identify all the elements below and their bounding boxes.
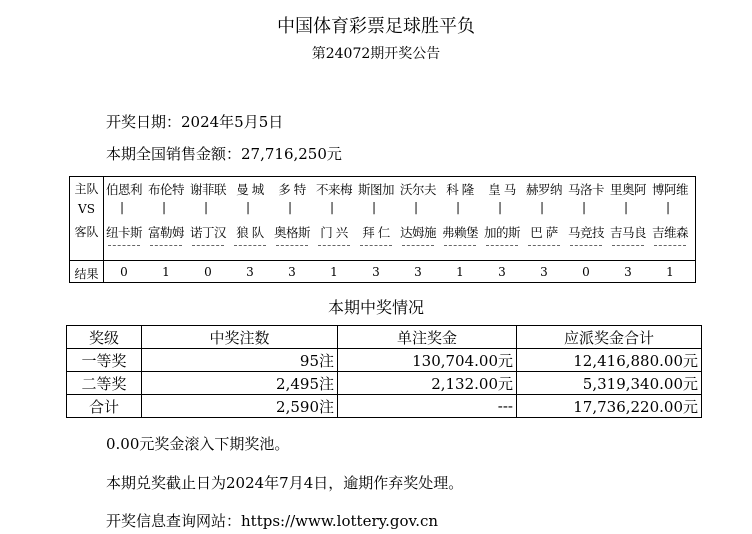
prize-level: 合计	[67, 395, 142, 418]
vs-separator: |	[414, 200, 419, 214]
total-prize: 5,319,340.00元	[517, 372, 702, 395]
home-team: 曼 城	[236, 182, 264, 197]
header-unit-prize: 单注奖金	[338, 326, 517, 349]
home-team: 沃尔夫	[399, 182, 436, 197]
table-row	[67, 395, 702, 418]
match-result: 1	[162, 265, 170, 279]
home-team: 谢菲联	[189, 182, 226, 197]
total-prize: 17,736,220.00元	[517, 395, 702, 418]
vs-separator: |	[456, 200, 461, 214]
dash-rule	[150, 245, 182, 246]
prize-section-title: 本期中奖情况	[327, 298, 424, 317]
home-team: 多 特	[278, 182, 306, 197]
match-column	[271, 177, 313, 282]
match-column	[313, 177, 355, 282]
table-row	[67, 349, 702, 372]
vs-separator: |	[120, 200, 125, 214]
vs-separator: |	[330, 200, 335, 214]
header-level: 奖级	[67, 326, 142, 349]
match-column	[355, 177, 397, 282]
match-result: 3	[540, 265, 548, 279]
winner-count: 95注	[142, 349, 338, 372]
away-team: 吉马良	[609, 225, 646, 240]
home-team: 里奥阿	[609, 182, 646, 197]
dash-rule	[276, 245, 308, 246]
match-result: 0	[582, 265, 590, 279]
matches-table	[69, 176, 696, 283]
draw-date: 开奖日期：2024年5月5日	[106, 113, 284, 131]
table-row	[67, 372, 702, 395]
rollover-note: 0.00元奖金滚入下期奖池。	[106, 435, 290, 453]
vs-separator: |	[246, 200, 251, 214]
prize-table	[66, 325, 702, 418]
vs-separator: |	[204, 200, 209, 214]
vs-separator: |	[582, 200, 587, 214]
match-column	[523, 177, 565, 282]
match-result: 3	[372, 265, 380, 279]
away-team: 巴 萨	[530, 225, 558, 240]
prize-level: 一等奖	[67, 349, 142, 372]
match-result: 1	[666, 265, 674, 279]
vs-separator: |	[666, 200, 671, 214]
dash-rule	[528, 245, 560, 246]
match-column	[229, 177, 271, 282]
match-column	[481, 177, 523, 282]
match-result: 3	[498, 265, 506, 279]
home-team: 斯图加	[357, 182, 394, 197]
match-column	[649, 177, 691, 282]
vs-separator: |	[162, 200, 167, 214]
home-team: 不来梅	[315, 182, 352, 197]
page-title: 中国体育彩票足球胜平负	[277, 16, 475, 37]
home-team: 马洛卡	[567, 182, 604, 197]
match-column	[145, 177, 187, 282]
vs-row-label: VS	[78, 202, 95, 216]
winner-count: 2,495注	[142, 372, 338, 395]
header-total-prize: 应派奖金合计	[517, 326, 702, 349]
away-team: 纽卡斯	[105, 225, 142, 240]
total-prize: 12,416,880.00元	[517, 349, 702, 372]
match-result: 1	[330, 265, 338, 279]
dash-rule	[486, 245, 518, 246]
unit-prize: 130,704.00元	[338, 349, 517, 372]
dash-rule	[234, 245, 266, 246]
home-team: 布伦特	[147, 182, 184, 197]
match-column	[565, 177, 607, 282]
away-row-label: 客队	[74, 225, 99, 239]
match-column	[607, 177, 649, 282]
winner-count: 2,590注	[142, 395, 338, 418]
match-result: 1	[456, 265, 464, 279]
dash-rule	[612, 245, 644, 246]
header-winners: 中奖注数	[142, 326, 338, 349]
away-team: 弗赖堡	[441, 225, 478, 240]
away-team: 门 兴	[320, 225, 348, 240]
match-column	[187, 177, 229, 282]
home-team: 皇 马	[488, 182, 516, 197]
sales-amount: 本期全国销售金额：27,716,250元	[106, 145, 342, 163]
match-column	[439, 177, 481, 282]
dash-rule	[444, 245, 476, 246]
away-team: 拜 仁	[362, 225, 390, 240]
away-team: 富勒姆	[147, 225, 184, 240]
match-result: 3	[624, 265, 632, 279]
away-team: 狼 队	[236, 225, 264, 240]
unit-prize: 2,132.00元	[338, 372, 517, 395]
home-team: 伯恩利	[105, 182, 142, 197]
vs-separator: |	[498, 200, 503, 214]
dash-rule	[360, 245, 392, 246]
result-row-label: 结果	[74, 267, 99, 281]
dash-rule	[654, 245, 686, 246]
home-team: 博阿维	[651, 182, 688, 197]
home-team: 科 隆	[446, 182, 474, 197]
match-result: 0	[204, 265, 212, 279]
deadline-note: 本期兑奖截止日为2024年7月4日，逾期作弃奖处理。	[106, 474, 464, 492]
vs-separator: |	[372, 200, 377, 214]
match-result: 3	[414, 265, 422, 279]
website-note: 开奖信息查询网站：https://www.lottery.gov.cn	[106, 512, 439, 530]
dash-rule	[192, 245, 224, 246]
vs-separator: |	[288, 200, 293, 214]
dash-rule	[570, 245, 602, 246]
unit-prize: ---	[338, 395, 517, 418]
vs-separator: |	[540, 200, 545, 214]
away-team: 马竞技	[567, 225, 604, 240]
away-team: 奥格斯	[273, 225, 310, 240]
issue-subtitle: 第24072期开奖公告	[311, 46, 441, 62]
home-team: 赫罗纳	[525, 182, 562, 197]
match-result: 3	[288, 265, 296, 279]
away-team: 加的斯	[483, 225, 520, 240]
match-result: 0	[120, 265, 128, 279]
prize-header-row	[67, 326, 702, 349]
dash-rule	[402, 245, 434, 246]
away-team: 吉维森	[651, 225, 688, 240]
match-result: 3	[246, 265, 254, 279]
prize-level: 二等奖	[67, 372, 142, 395]
match-column	[397, 177, 439, 282]
dash-rule	[108, 245, 140, 246]
dash-rule	[318, 245, 350, 246]
away-team: 诺丁汉	[189, 225, 226, 240]
match-column	[103, 177, 145, 282]
vs-separator: |	[624, 200, 629, 214]
home-row-label: 主队	[74, 182, 99, 196]
away-team: 达姆施	[399, 225, 436, 240]
